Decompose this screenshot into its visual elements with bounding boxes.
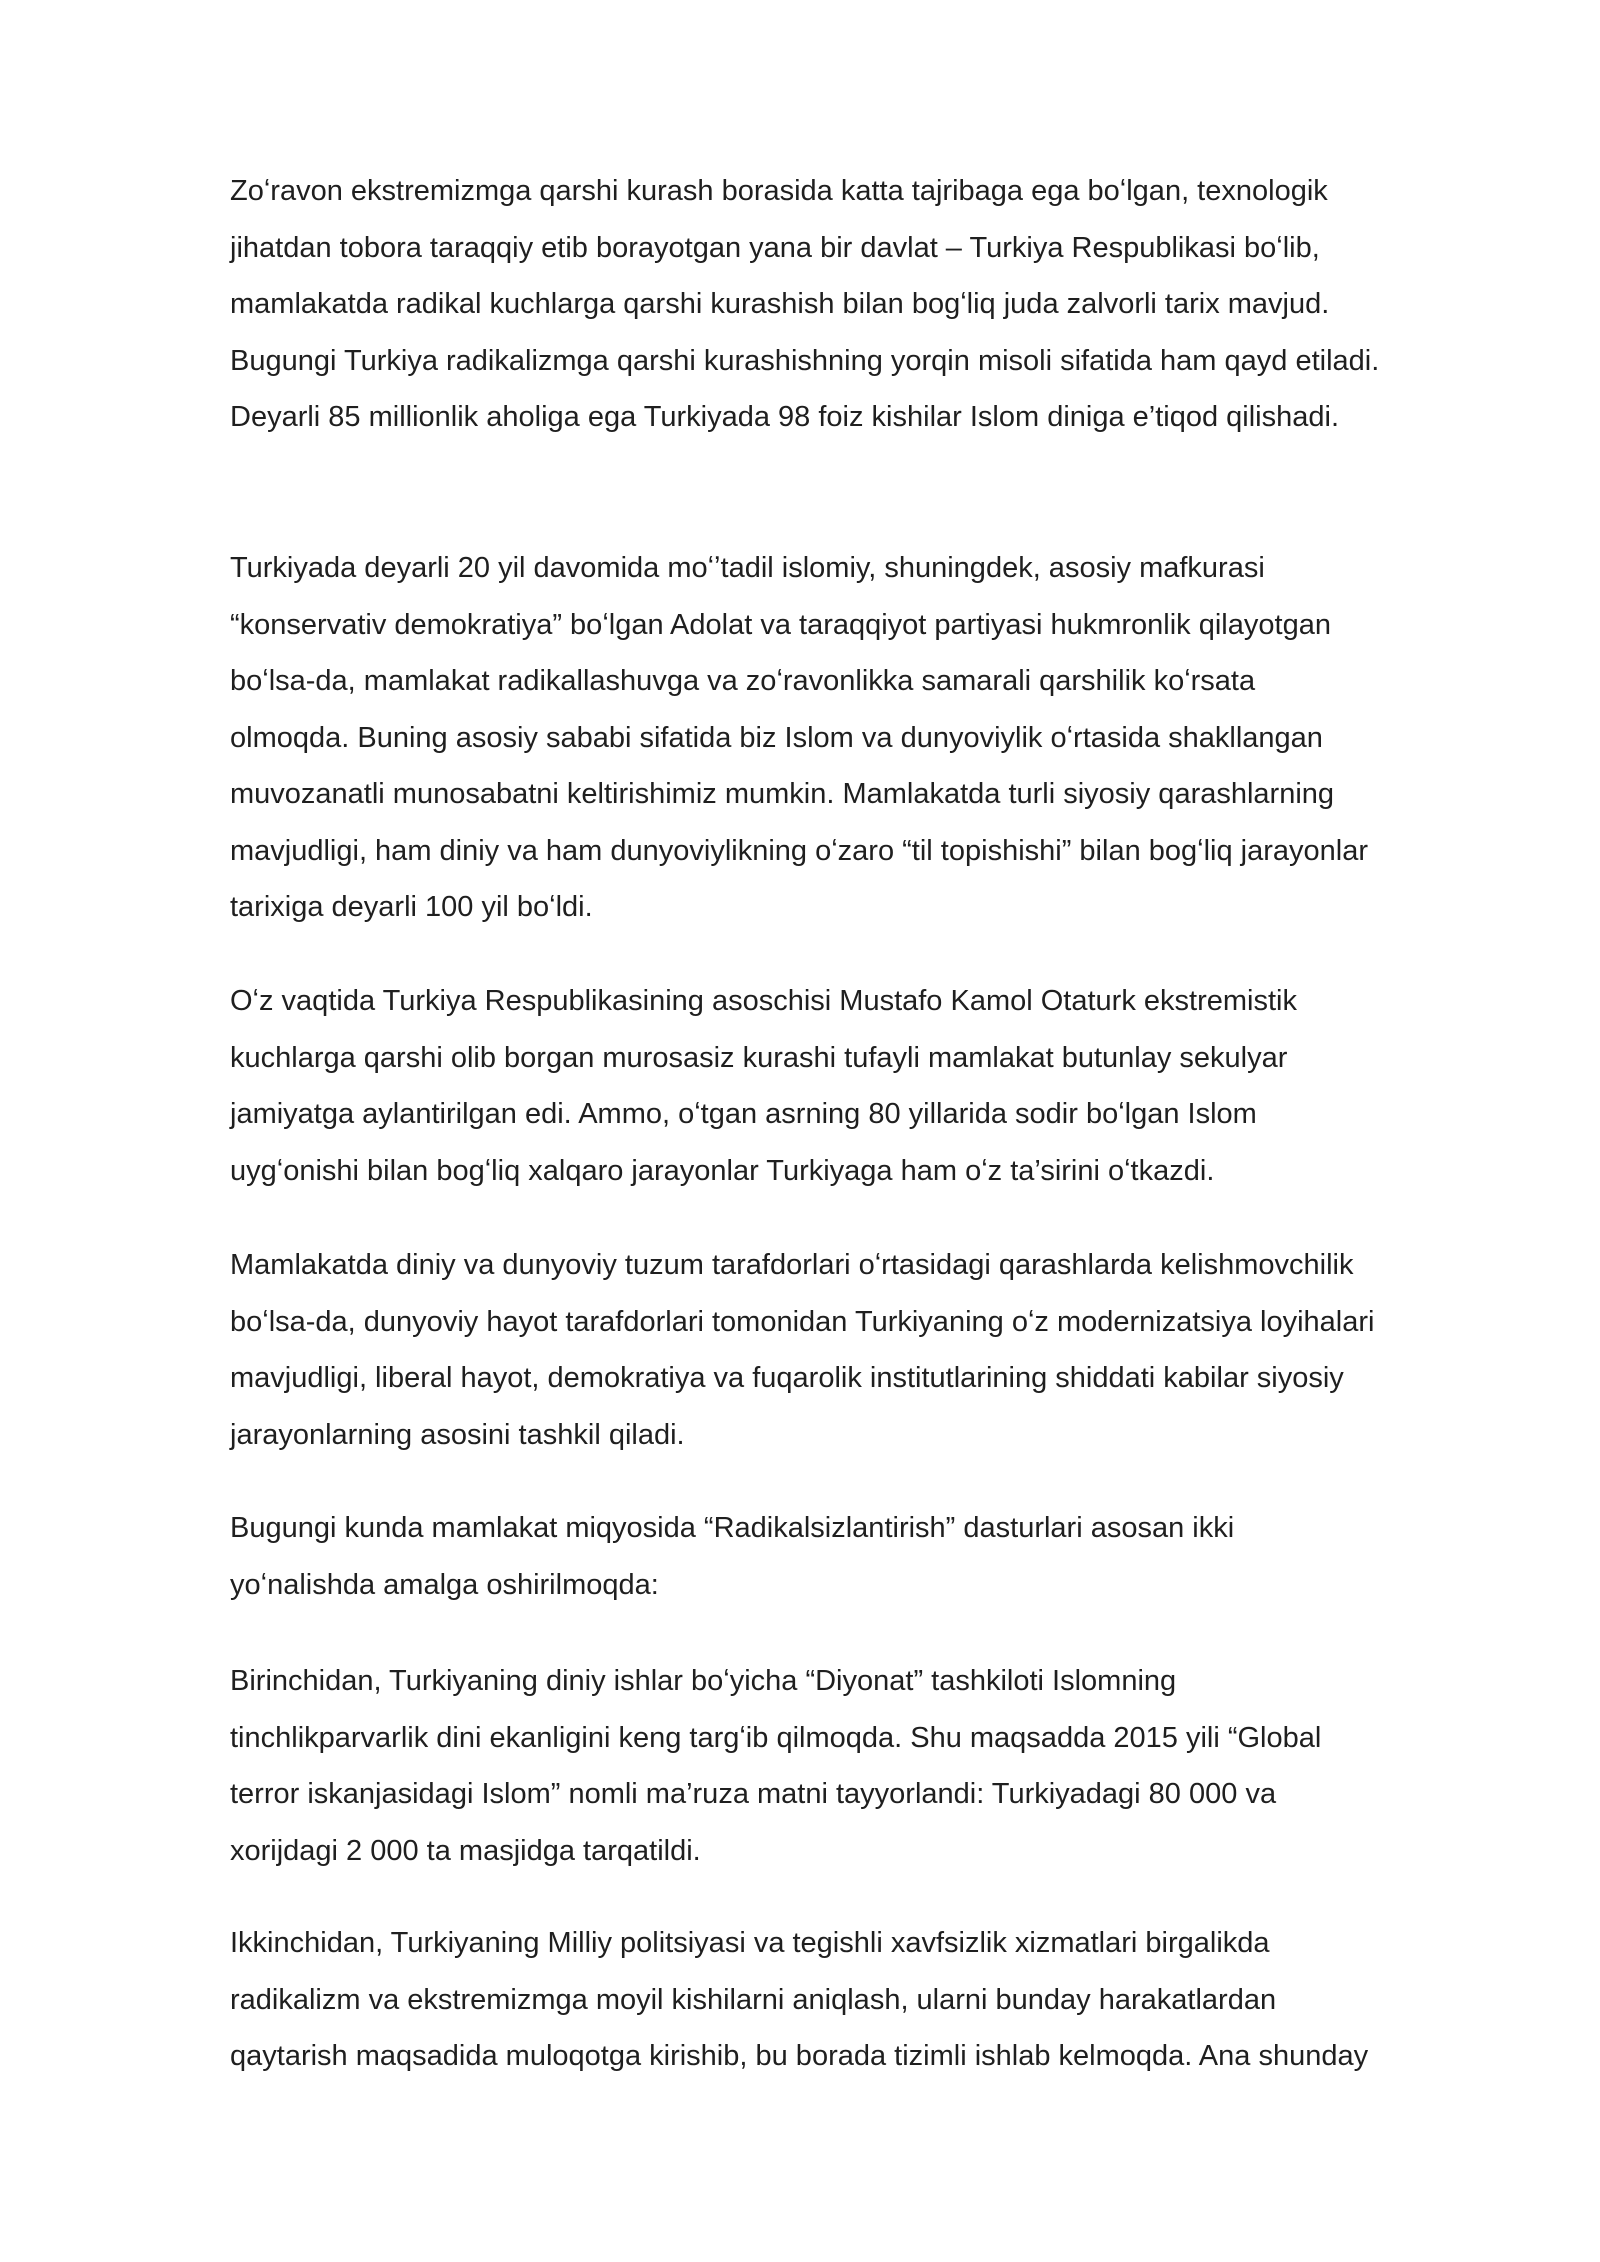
text-line: Zoʻravon ekstremizmga qarshi kurash borasida katta tajribaga ega boʻlgan, texnologik [230,175,1328,207]
text-line: Deyarli 85 millionlik aholiga ega Turkiyada 98 foiz kishilar Islom diniga e’tiqod qilishadi. [230,401,1340,433]
text-line: Oʻz vaqtida Turkiya Respublikasining asoschisi Mustafo Kamol Otaturk ekstremistik [230,985,1297,1017]
text-line: xorijdagi 2 000 ta masjidga tarqatildi. [230,1834,701,1867]
text-line: boʻlsa-da, dunyoviy hayot tarafdorlari tomonidan Turkiyaning oʻz modernizatsiya loyihalari [230,1305,1375,1338]
paragraph-5 [230,1500,1530,1613]
text-line: Birinchidan, Turkiyaning diniy ishlar boʻyicha “Diyonat” tashkiloti Islomning [230,1665,1177,1697]
text-line: jihatdan tobora taraqqiy etib borayotgan yana bir davlat – Turkiya Respublikasi boʻlib, [230,231,1320,264]
paragraph-6 [230,1653,1530,1879]
text-line: Mamlakatda diniy va dunyoviy tuzum tarafdorlari oʻrtasidagi qarashlarda kelishmovchilik [230,1249,1354,1281]
text-line: mavjudligi, liberal hayot, demokratiya va fuqarolik institutlarining shiddati kabilar siyosiy [230,1362,1344,1394]
text-line: Ikkinchidan, Turkiyaning Milliy politsiyasi va tegishli xavfsizlik xizmatlari birgalikda [230,1927,1270,1959]
paragraph-4 [230,1237,1530,1463]
text-line: boʻlsa-da, mamlakat radikallashuvga va zoʻravonlikka samarali qarshilik koʻrsata [230,665,1256,697]
text-line: kuchlarga qarshi olib borgan murosasiz kurashi tufayli mamlakat butunlay sekulyar [230,1041,1288,1074]
paragraph-3 [230,973,1530,1199]
text-line: “konservativ demokratiya” boʻlgan Adolat va taraqqiyot partiyasi hukmronlik qilayotgan [230,608,1331,641]
text-line: yoʻnalishda amalga oshirilmoqda: [230,1568,659,1601]
text-line: tinchlikparvarlik dini ekanligini keng targʻib qilmoqda. Shu maqsadda 2015 yili “Global [230,1721,1322,1754]
text-line: Bugungi kunda mamlakat miqyosida “Radikalsizlantirish” dasturlari asosan ikki [230,1512,1235,1544]
text-line: mavjudligi, ham diniy va ham dunyoviylikning oʻzaro “til topishishi” bilan bogʻliq jarayonlar [230,834,1368,867]
text-line: Bugungi Turkiya radikalizmga qarshi kurashishning yorqin misoli sifatida ham qayd etiladi. [230,344,1380,377]
text-line: jamiyatga aylantirilgan edi. Ammo, oʻtgan asrning 80 yillarida sodir boʻlgan Islom [230,1098,1257,1130]
text-line: mamlakatda radikal kuchlarga qarshi kurashish bilan bogʻliq juda zalvorli tarix mavjud. [230,288,1330,320]
paragraph-7 [230,1915,1530,2085]
text-line: olmoqda. Buning asosiy sababi sifatida biz Islom va dunyoviylik oʻrtasida shakllangan [230,721,1323,754]
text-line: tarixiga deyarli 100 yil boʻldi. [230,891,593,923]
text-line: uygʻonishi bilan bogʻliq xalqaro jarayonlar Turkiyaga ham oʻz ta’sirini oʻtkazdi. [230,1154,1215,1187]
text-line: qaytarish maqsadida muloqotga kirishib, bu borada tizimli ishlab kelmoqda. Ana shunday [230,2040,1369,2072]
text-line: terror iskanjasidagi Islom” nomli ma’ruza matni tayyorlandi: Turkiyadagi 80 000 va [230,1778,1277,1810]
text-line: jarayonlarning asosini tashkil qiladi. [230,1418,685,1451]
text-line: radikalizm va ekstremizmga moyil kishilarni aniqlash, ularni bunday harakatlardan [230,1983,1277,2016]
paragraph-1 [230,163,1530,446]
text-line: Turkiyada deyarli 20 yil davomida moʻʼtadil islomiy, shuningdek, asosiy mafkurasi [230,552,1265,584]
text-line: muvozanatli munosabatni keltirishimiz mumkin. Mamlakatda turli siyosiy qarashlarning [230,778,1335,810]
paragraph-2 [230,540,1530,936]
